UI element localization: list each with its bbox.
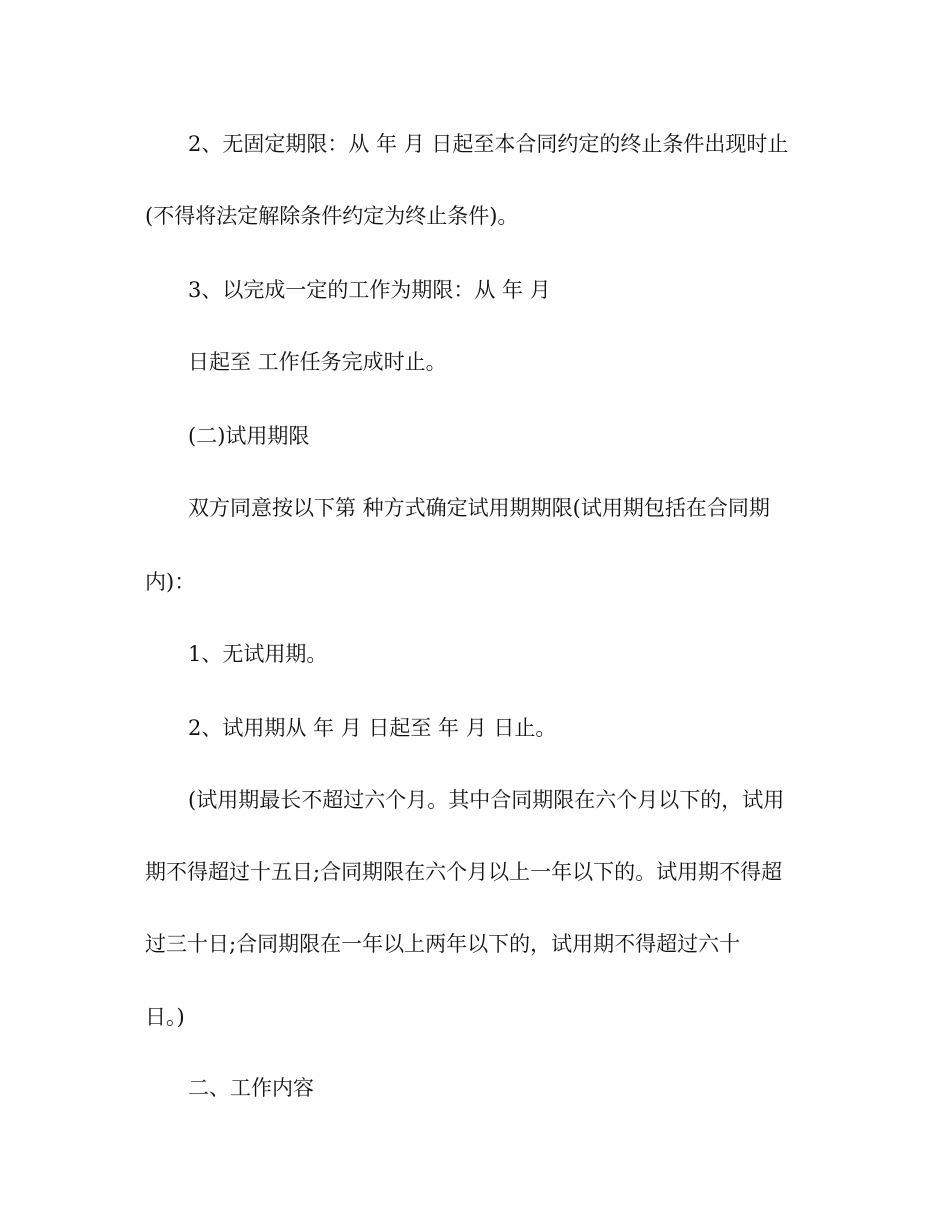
paragraph-probation-method: 双方同意按以下第 种方式确定试用期期限(试用期包括在合同期 [188,496,770,520]
paragraph-probation-limits-2: 期不得超过十五日;合同期限在六个月以上一年以下的。试用期不得超 [145,860,783,884]
paragraph-probation-method-end: 内)： [145,570,196,594]
paragraph-task-based-term-end: 日起至 工作任务完成时止。 [188,350,447,374]
section-heading-job-content: 二、工作内容 [188,1076,314,1100]
paragraph-task-based-term: 3、以完成一定的工作为期限：从 年 月 [188,278,551,302]
paragraph-probation-limits: (试用期最长不超过六个月。其中合同期限在六个月以下的，试用 [188,788,785,812]
list-item-probation-dates: 2、试用期从 年 月 日起至 年 月 日止。 [188,716,557,740]
section-heading-probation: (二)试用期限 [188,424,310,448]
paragraph-open-ended-term-note: (不得将法定解除条件约定为终止条件)。 [145,204,519,228]
paragraph-probation-limits-4: 日。) [145,1005,185,1029]
paragraph-probation-limits-3: 过三十日;合同期限在一年以上两年以下的，试用期不得超过六十 [145,932,741,956]
list-item-no-probation: 1、无试用期。 [188,642,328,666]
paragraph-open-ended-term: 2、无固定期限：从 年 月 日起至本合同约定的终止条件出现时止 [188,132,789,156]
